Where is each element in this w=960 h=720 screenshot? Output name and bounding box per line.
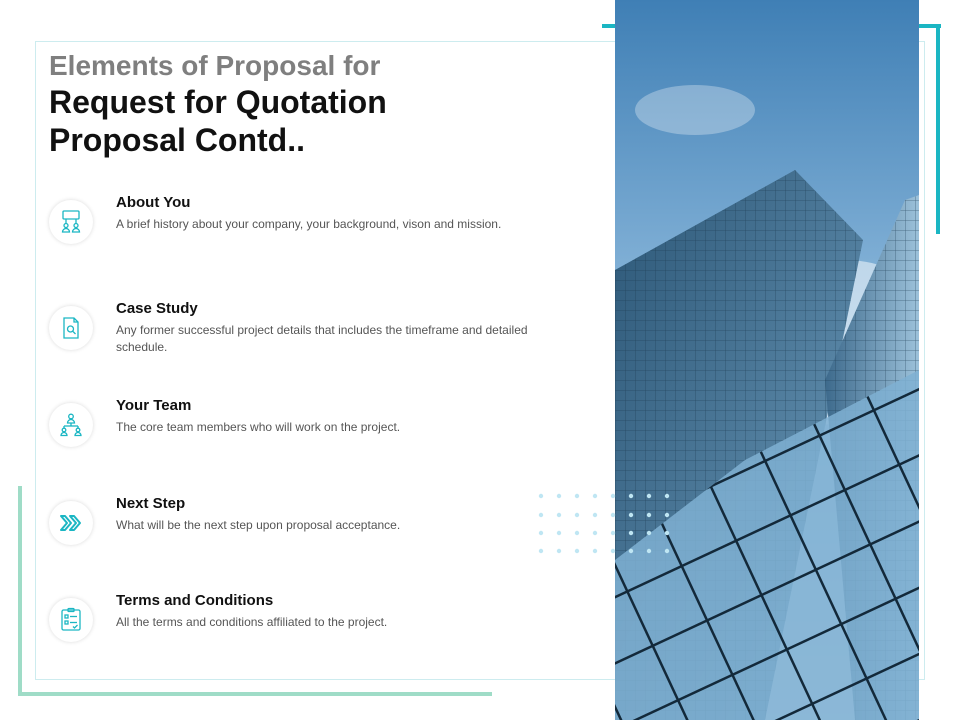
item-description: A brief history about your company, your background, vison and mission. <box>116 217 502 231</box>
item-description: All the terms and conditions affiliated to the project. <box>116 615 388 629</box>
item-description: What will be the next step upon proposal acceptance. <box>116 518 401 532</box>
item-title: About You <box>116 194 191 211</box>
accent-bar-right <box>936 24 940 234</box>
checklist-icon <box>49 598 93 642</box>
document-search-icon <box>49 306 93 350</box>
title-line-2: Request for Quotation <box>49 84 387 120</box>
accent-bar-bottom <box>18 692 492 696</box>
double-chevron-right-icon <box>49 501 93 545</box>
item-title: Case Study <box>116 300 198 317</box>
title-line-1: Elements of Proposal for <box>49 50 381 81</box>
org-chart-icon <box>49 200 93 244</box>
skyscraper-photo <box>615 0 919 720</box>
accent-bar-left <box>18 486 22 696</box>
item-title: Your Team <box>116 397 192 414</box>
item-title: Terms and Conditions <box>116 592 274 609</box>
item-title: Next Step <box>116 495 186 512</box>
dot-pattern <box>535 488 675 558</box>
item-description: The core team members who will work on the project. <box>116 420 401 434</box>
title-line-3: Proposal Contd.. <box>49 122 305 158</box>
page-title <box>49 50 387 158</box>
team-hierarchy-icon <box>49 403 93 447</box>
item-description: Any former successful project details that includes the timeframe and detailed schedule. <box>116 323 528 354</box>
